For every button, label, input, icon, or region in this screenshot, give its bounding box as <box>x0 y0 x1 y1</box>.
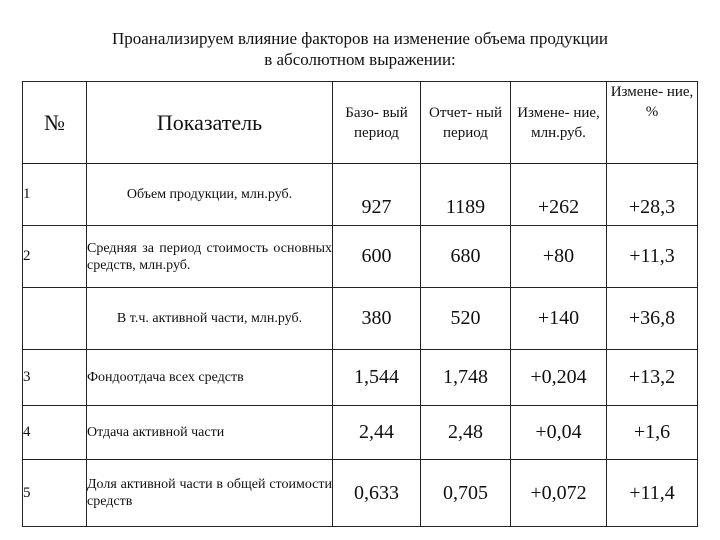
row-base: 1,544 <box>333 350 421 406</box>
row-change-abs: +80 <box>511 226 607 288</box>
row-report: 520 <box>421 288 511 350</box>
row-change-pct: +13,2 <box>607 350 698 406</box>
row-change-abs: +262 <box>511 164 607 226</box>
row-change-pct: +1,6 <box>607 406 698 460</box>
table-row <box>23 226 698 288</box>
table-row <box>23 288 698 350</box>
row-num: 1 <box>23 164 87 226</box>
header-change-pct: Измене- ние, % <box>607 82 698 164</box>
row-base: 927 <box>333 164 421 226</box>
title-line-1: Проанализируем влияние факторов на изменение объема продукции <box>111 29 609 48</box>
row-label: Объем продукции, млн.руб. <box>87 164 333 226</box>
row-num: 4 <box>23 406 87 460</box>
row-change-abs: +0,04 <box>511 406 607 460</box>
row-base: 0,633 <box>333 460 421 527</box>
row-change-pct: +11,4 <box>607 460 698 527</box>
row-change-pct: +28,3 <box>607 164 698 226</box>
row-num <box>23 288 87 350</box>
row-num: 3 <box>23 350 87 406</box>
header-indicator: Показатель <box>87 82 333 164</box>
row-report: 680 <box>421 226 511 288</box>
title-line-2: в абсолютном выражении: <box>264 50 456 69</box>
row-num: 2 <box>23 226 87 288</box>
row-change-abs: +140 <box>511 288 607 350</box>
header-change-abs: Измене- ние, млн.руб. <box>511 82 607 164</box>
row-change-abs: +0,204 <box>511 350 607 406</box>
row-report: 0,705 <box>421 460 511 527</box>
row-label: Средняя за период стоимость основных средств, млн.руб. <box>87 226 333 288</box>
row-base: 380 <box>333 288 421 350</box>
row-change-pct: +36,8 <box>607 288 698 350</box>
row-change-abs: +0,072 <box>511 460 607 527</box>
header-num: № <box>23 82 87 164</box>
factors-table <box>22 81 698 527</box>
row-num: 5 <box>23 460 87 527</box>
page-title <box>40 28 680 70</box>
row-label: Фондоотдача всех средств <box>87 350 333 406</box>
header-base-period: Базо- вый период <box>333 82 421 164</box>
row-label: Отдача активной части <box>87 406 333 460</box>
header-row <box>23 82 698 164</box>
table-row <box>23 406 698 460</box>
row-base: 600 <box>333 226 421 288</box>
row-change-pct: +11,3 <box>607 226 698 288</box>
table-row <box>23 350 698 406</box>
table-row <box>23 460 698 527</box>
row-label: В т.ч. активной части, млн.руб. <box>87 288 333 350</box>
row-base: 2,44 <box>333 406 421 460</box>
table-row <box>23 164 698 226</box>
row-label: Доля активной части в общей стоимости средств <box>87 460 333 527</box>
row-report: 2,48 <box>421 406 511 460</box>
header-report-period: Отчет- ный период <box>421 82 511 164</box>
row-report: 1,748 <box>421 350 511 406</box>
row-report: 1189 <box>421 164 511 226</box>
